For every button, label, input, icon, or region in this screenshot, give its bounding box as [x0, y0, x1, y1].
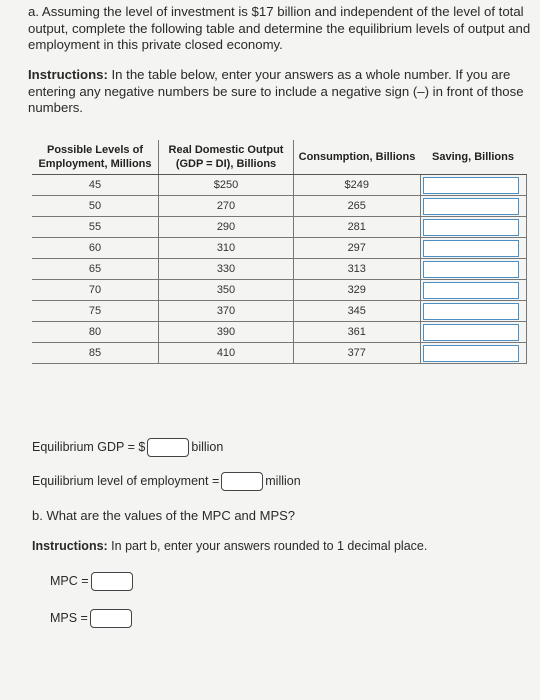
saving-input[interactable]	[423, 282, 519, 299]
saving-cell	[420, 175, 526, 196]
equilibrium-gdp-input[interactable]	[147, 438, 189, 457]
part-a-instructions	[28, 67, 533, 117]
gdp-cell: 370	[159, 301, 294, 322]
equilibrium-gdp-line	[32, 438, 223, 457]
gdp-cell: 270	[159, 196, 294, 217]
table-header-row	[32, 140, 526, 175]
consumption-cell: 265	[294, 196, 421, 217]
saving-input[interactable]	[423, 324, 519, 341]
consumption-cell: 377	[294, 343, 421, 364]
mpc-input[interactable]	[91, 572, 133, 591]
table-row	[32, 175, 526, 196]
header-gdp: Real Domestic Output (GDP = DI), Billions	[159, 140, 294, 175]
table-row	[32, 280, 526, 301]
header-consumption: Consumption, Billions	[294, 140, 421, 175]
table-row	[32, 343, 526, 364]
table-row	[32, 322, 526, 343]
equilibrium-gdp-label: Equilibrium GDP = $	[32, 439, 146, 454]
employment-cell: 65	[32, 259, 159, 280]
part-a-question: a. Assuming the level of investment is $17 billion and independent of the level of total output, complete the following table and determine the equilibrium levels of output and employment in this private closed economy.	[28, 4, 531, 52]
saving-input[interactable]	[423, 261, 519, 278]
gdp-cell: $250	[159, 175, 294, 196]
saving-cell	[420, 343, 526, 364]
part-b-instructions	[32, 539, 427, 553]
table-row	[32, 301, 526, 322]
employment-cell: 85	[32, 343, 159, 364]
equilibrium-employment-label: Equilibrium level of employment =	[32, 473, 220, 488]
consumption-cell: $249	[294, 175, 421, 196]
consumption-cell: 313	[294, 259, 421, 280]
saving-input[interactable]	[423, 240, 519, 257]
consumption-cell: 361	[294, 322, 421, 343]
equilibrium-employment-input[interactable]	[221, 472, 263, 491]
saving-cell	[420, 259, 526, 280]
instructions-label: Instructions:	[28, 67, 108, 82]
employment-cell: 50	[32, 196, 159, 217]
employment-cell: 55	[32, 217, 159, 238]
saving-cell	[420, 217, 526, 238]
consumption-cell: 297	[294, 238, 421, 259]
saving-cell	[420, 322, 526, 343]
mps-line	[50, 609, 134, 628]
saving-cell	[420, 280, 526, 301]
gdp-cell: 350	[159, 280, 294, 301]
header-saving: Saving, Billions	[420, 140, 526, 175]
part-b-question: b. What are the values of the MPC and MPS?	[32, 508, 296, 523]
economy-table	[32, 140, 527, 364]
saving-cell	[420, 301, 526, 322]
instructions-text: In the table below, enter your answers as a whole number. If you are entering any negative numbers be sure to include a negative sign (–) in front of those numbers.	[28, 67, 524, 115]
mpc-label: MPC =	[50, 573, 89, 588]
table-row	[32, 196, 526, 217]
table-row	[32, 217, 526, 238]
gdp-cell: 310	[159, 238, 294, 259]
header-employment: Possible Levels of Employment, Millions	[32, 140, 159, 175]
table-row	[32, 238, 526, 259]
employment-cell: 45	[32, 175, 159, 196]
consumption-cell: 345	[294, 301, 421, 322]
saving-input[interactable]	[423, 177, 519, 194]
gdp-cell: 290	[159, 217, 294, 238]
saving-input[interactable]	[423, 345, 519, 362]
mps-label: MPS =	[50, 610, 88, 625]
table-row	[32, 259, 526, 280]
gdp-cell: 330	[159, 259, 294, 280]
saving-cell	[420, 238, 526, 259]
consumption-cell: 329	[294, 280, 421, 301]
gdp-cell: 390	[159, 322, 294, 343]
part-b-instructions-label: Instructions:	[32, 539, 108, 553]
equilibrium-employment-unit: million	[265, 473, 301, 488]
saving-input[interactable]	[423, 219, 519, 236]
employment-cell: 80	[32, 322, 159, 343]
consumption-cell: 281	[294, 217, 421, 238]
mps-input[interactable]	[90, 609, 132, 628]
equilibrium-employment-line	[32, 472, 301, 491]
saving-input[interactable]	[423, 303, 519, 320]
equilibrium-gdp-unit: billion	[191, 439, 224, 454]
part-b-instructions-text: In part b, enter your answers rounded to 1 decimal place.	[107, 539, 428, 553]
employment-cell: 75	[32, 301, 159, 322]
gdp-cell: 410	[159, 343, 294, 364]
saving-cell	[420, 196, 526, 217]
mpc-line	[50, 572, 135, 591]
employment-cell: 60	[32, 238, 159, 259]
saving-input[interactable]	[423, 198, 519, 215]
employment-cell: 70	[32, 280, 159, 301]
